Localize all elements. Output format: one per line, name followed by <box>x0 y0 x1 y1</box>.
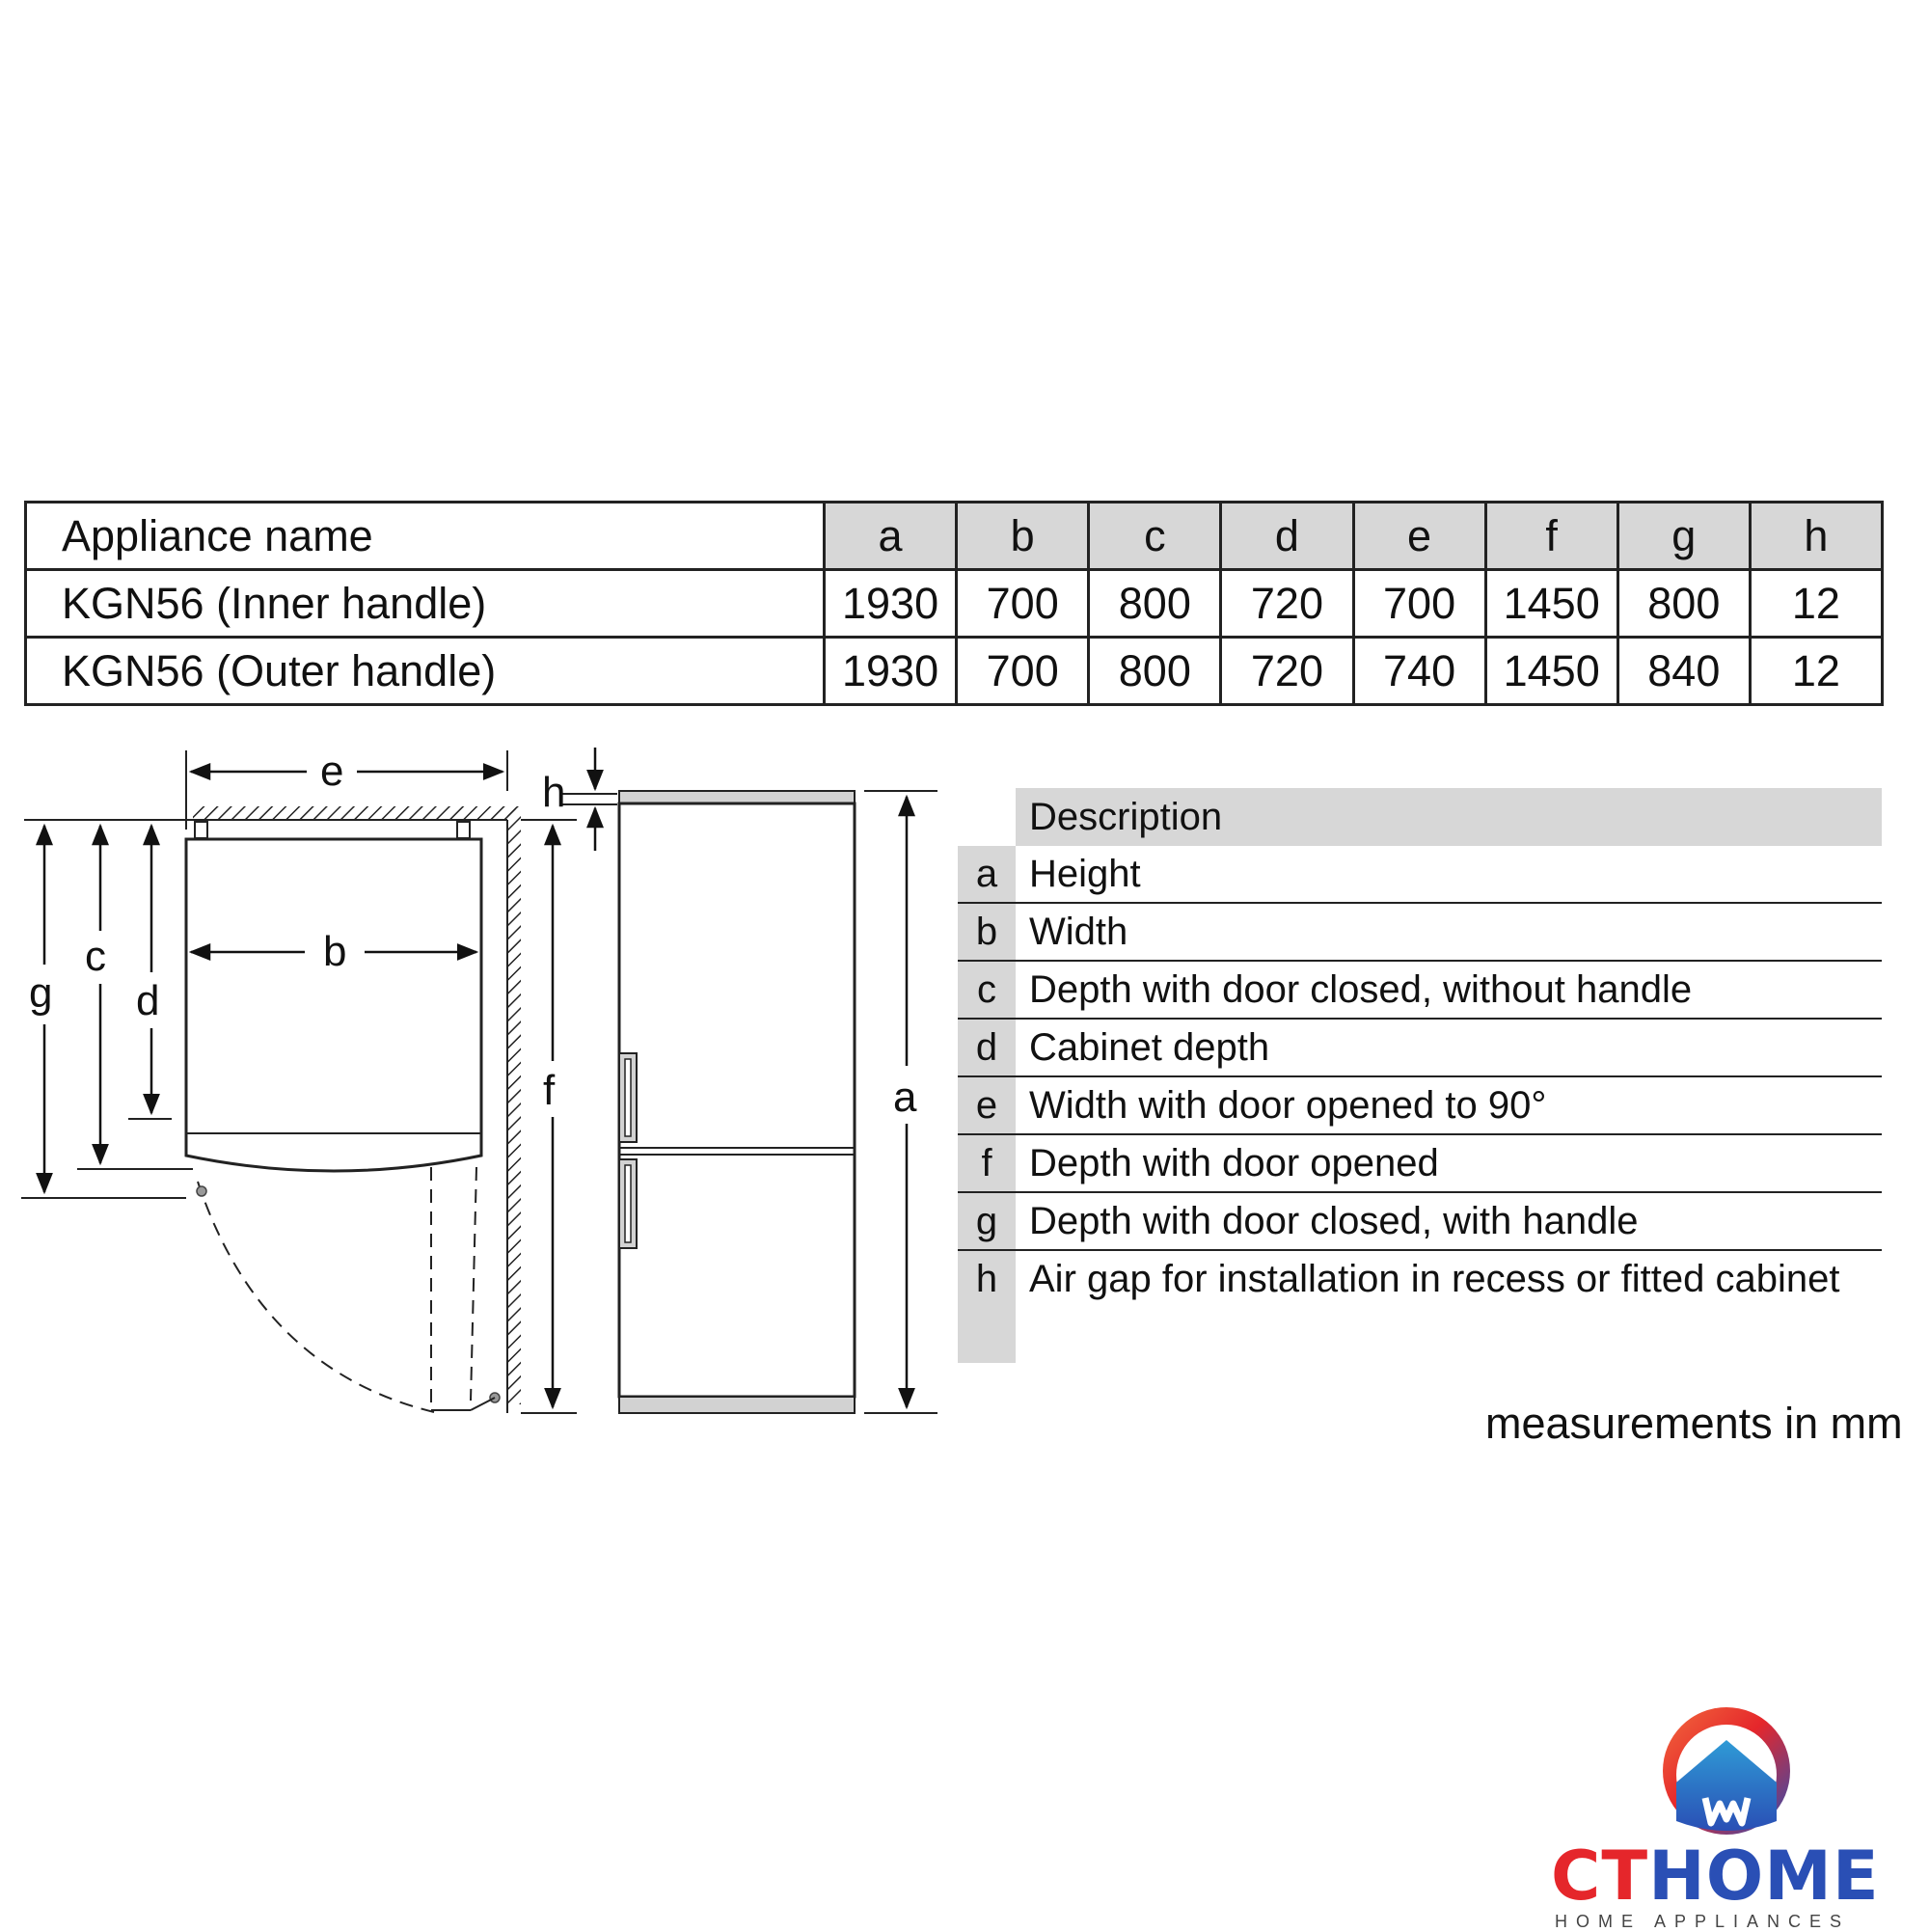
table-header-row <box>26 503 1883 570</box>
dim-label-a: a <box>893 1074 917 1121</box>
table-cell: 700 <box>957 638 1089 705</box>
dimension-drawing <box>0 733 964 1447</box>
legend-header-spacer <box>958 788 1016 846</box>
fridge-plinth <box>619 1397 855 1413</box>
dim-label-g: g <box>29 969 53 1017</box>
wall-hatch-side <box>507 806 521 1404</box>
handle-lower-bar <box>625 1165 631 1242</box>
legend-row <box>958 1193 1882 1251</box>
column-header: e <box>1353 503 1485 570</box>
handle-upper-bar <box>625 1059 631 1136</box>
legend-row <box>958 1020 1882 1077</box>
table-cell: KGN56 (Inner handle) <box>26 570 825 638</box>
side-view <box>521 748 937 1413</box>
table-cell: 700 <box>1353 570 1485 638</box>
legend-key: a <box>958 846 1016 902</box>
brand-logo <box>1543 1698 1910 1931</box>
legend-header <box>958 788 1882 846</box>
table-cell: 12 <box>1750 570 1882 638</box>
table-cell: 740 <box>1353 638 1485 705</box>
legend-description: Width <box>1029 911 1128 953</box>
legend-row <box>958 846 1882 904</box>
legend-row <box>958 962 1882 1020</box>
top-view <box>21 748 521 1413</box>
table-cell: 1450 <box>1485 638 1617 705</box>
column-header: d <box>1221 503 1353 570</box>
table-cell: 700 <box>957 570 1089 638</box>
legend-row <box>958 1251 1882 1363</box>
door-swing-arc <box>198 1182 434 1412</box>
dim-label-b: b <box>323 928 347 975</box>
open-door-line <box>471 1398 495 1410</box>
legend-key: b <box>958 904 1016 960</box>
dim-label-d: d <box>136 977 160 1024</box>
table-cell: 12 <box>1750 638 1882 705</box>
legend-description: Depth with door opened <box>1029 1142 1439 1184</box>
units-note: measurements in mm <box>1485 1399 1903 1448</box>
wall-hatch-top <box>193 806 516 820</box>
column-header: f <box>1485 503 1617 570</box>
legend-row <box>958 904 1882 962</box>
legend-description: Air gap for installation in recess or fitted cabinet <box>1029 1258 1840 1300</box>
legend-description: Cabinet depth <box>1029 1026 1270 1069</box>
column-header: h <box>1750 503 1882 570</box>
table-cell: 720 <box>1221 570 1353 638</box>
dim-label-e: e <box>320 748 344 795</box>
table-row <box>26 638 1883 705</box>
table-row <box>26 570 1883 638</box>
table-cell: 800 <box>1617 570 1750 638</box>
column-header: b <box>957 503 1089 570</box>
table-cell: KGN56 (Outer handle) <box>26 638 825 705</box>
cabinet-outline <box>186 839 481 1133</box>
logo-wordmark <box>1551 1837 1880 1916</box>
logo-wordmark-home: HOME <box>1648 1837 1880 1916</box>
table-cell: 800 <box>1089 570 1221 638</box>
fridge-top-cap <box>619 791 855 803</box>
spacer <box>195 822 207 838</box>
open-door-line <box>471 1167 476 1401</box>
table-cell: 720 <box>1221 638 1353 705</box>
hinge-point <box>197 1186 206 1196</box>
legend-row <box>958 1135 1882 1193</box>
legend-description: Depth with door closed, with handle <box>1029 1200 1639 1242</box>
legend-key: d <box>958 1020 1016 1075</box>
column-header: c <box>1089 503 1221 570</box>
legend-key: f <box>958 1135 1016 1191</box>
legend-description: Height <box>1029 853 1141 895</box>
legend-description: Width with door opened to 90° <box>1029 1084 1547 1127</box>
table-cell: 840 <box>1617 638 1750 705</box>
legend-key: c <box>958 962 1016 1018</box>
legend-key: h <box>958 1251 1016 1363</box>
column-header: Appliance name <box>26 503 825 570</box>
legend-title: Description <box>1016 788 1882 846</box>
table-cell: 1450 <box>1485 570 1617 638</box>
dim-label-c: c <box>85 933 106 980</box>
table-cell: 1930 <box>825 638 957 705</box>
legend-key: g <box>958 1193 1016 1249</box>
fridge-body <box>619 803 855 1397</box>
column-header: g <box>1617 503 1750 570</box>
description-legend <box>958 788 1882 1363</box>
legend-row <box>958 1077 1882 1135</box>
table-cell: 800 <box>1089 638 1221 705</box>
spacer <box>457 822 470 838</box>
logo-wordmark-ct: CT <box>1551 1837 1649 1916</box>
spec-table <box>24 501 1884 706</box>
house-icon <box>1543 1698 1910 1842</box>
table-cell: 1930 <box>825 570 957 638</box>
dim-label-h: h <box>542 769 566 816</box>
logo-tagline: HOME APPLIANCES <box>1555 1912 1851 1931</box>
dim-label-f: f <box>543 1067 556 1114</box>
legend-description: Depth with door closed, without handle <box>1029 968 1693 1011</box>
legend-key: e <box>958 1077 1016 1133</box>
column-header: a <box>825 503 957 570</box>
